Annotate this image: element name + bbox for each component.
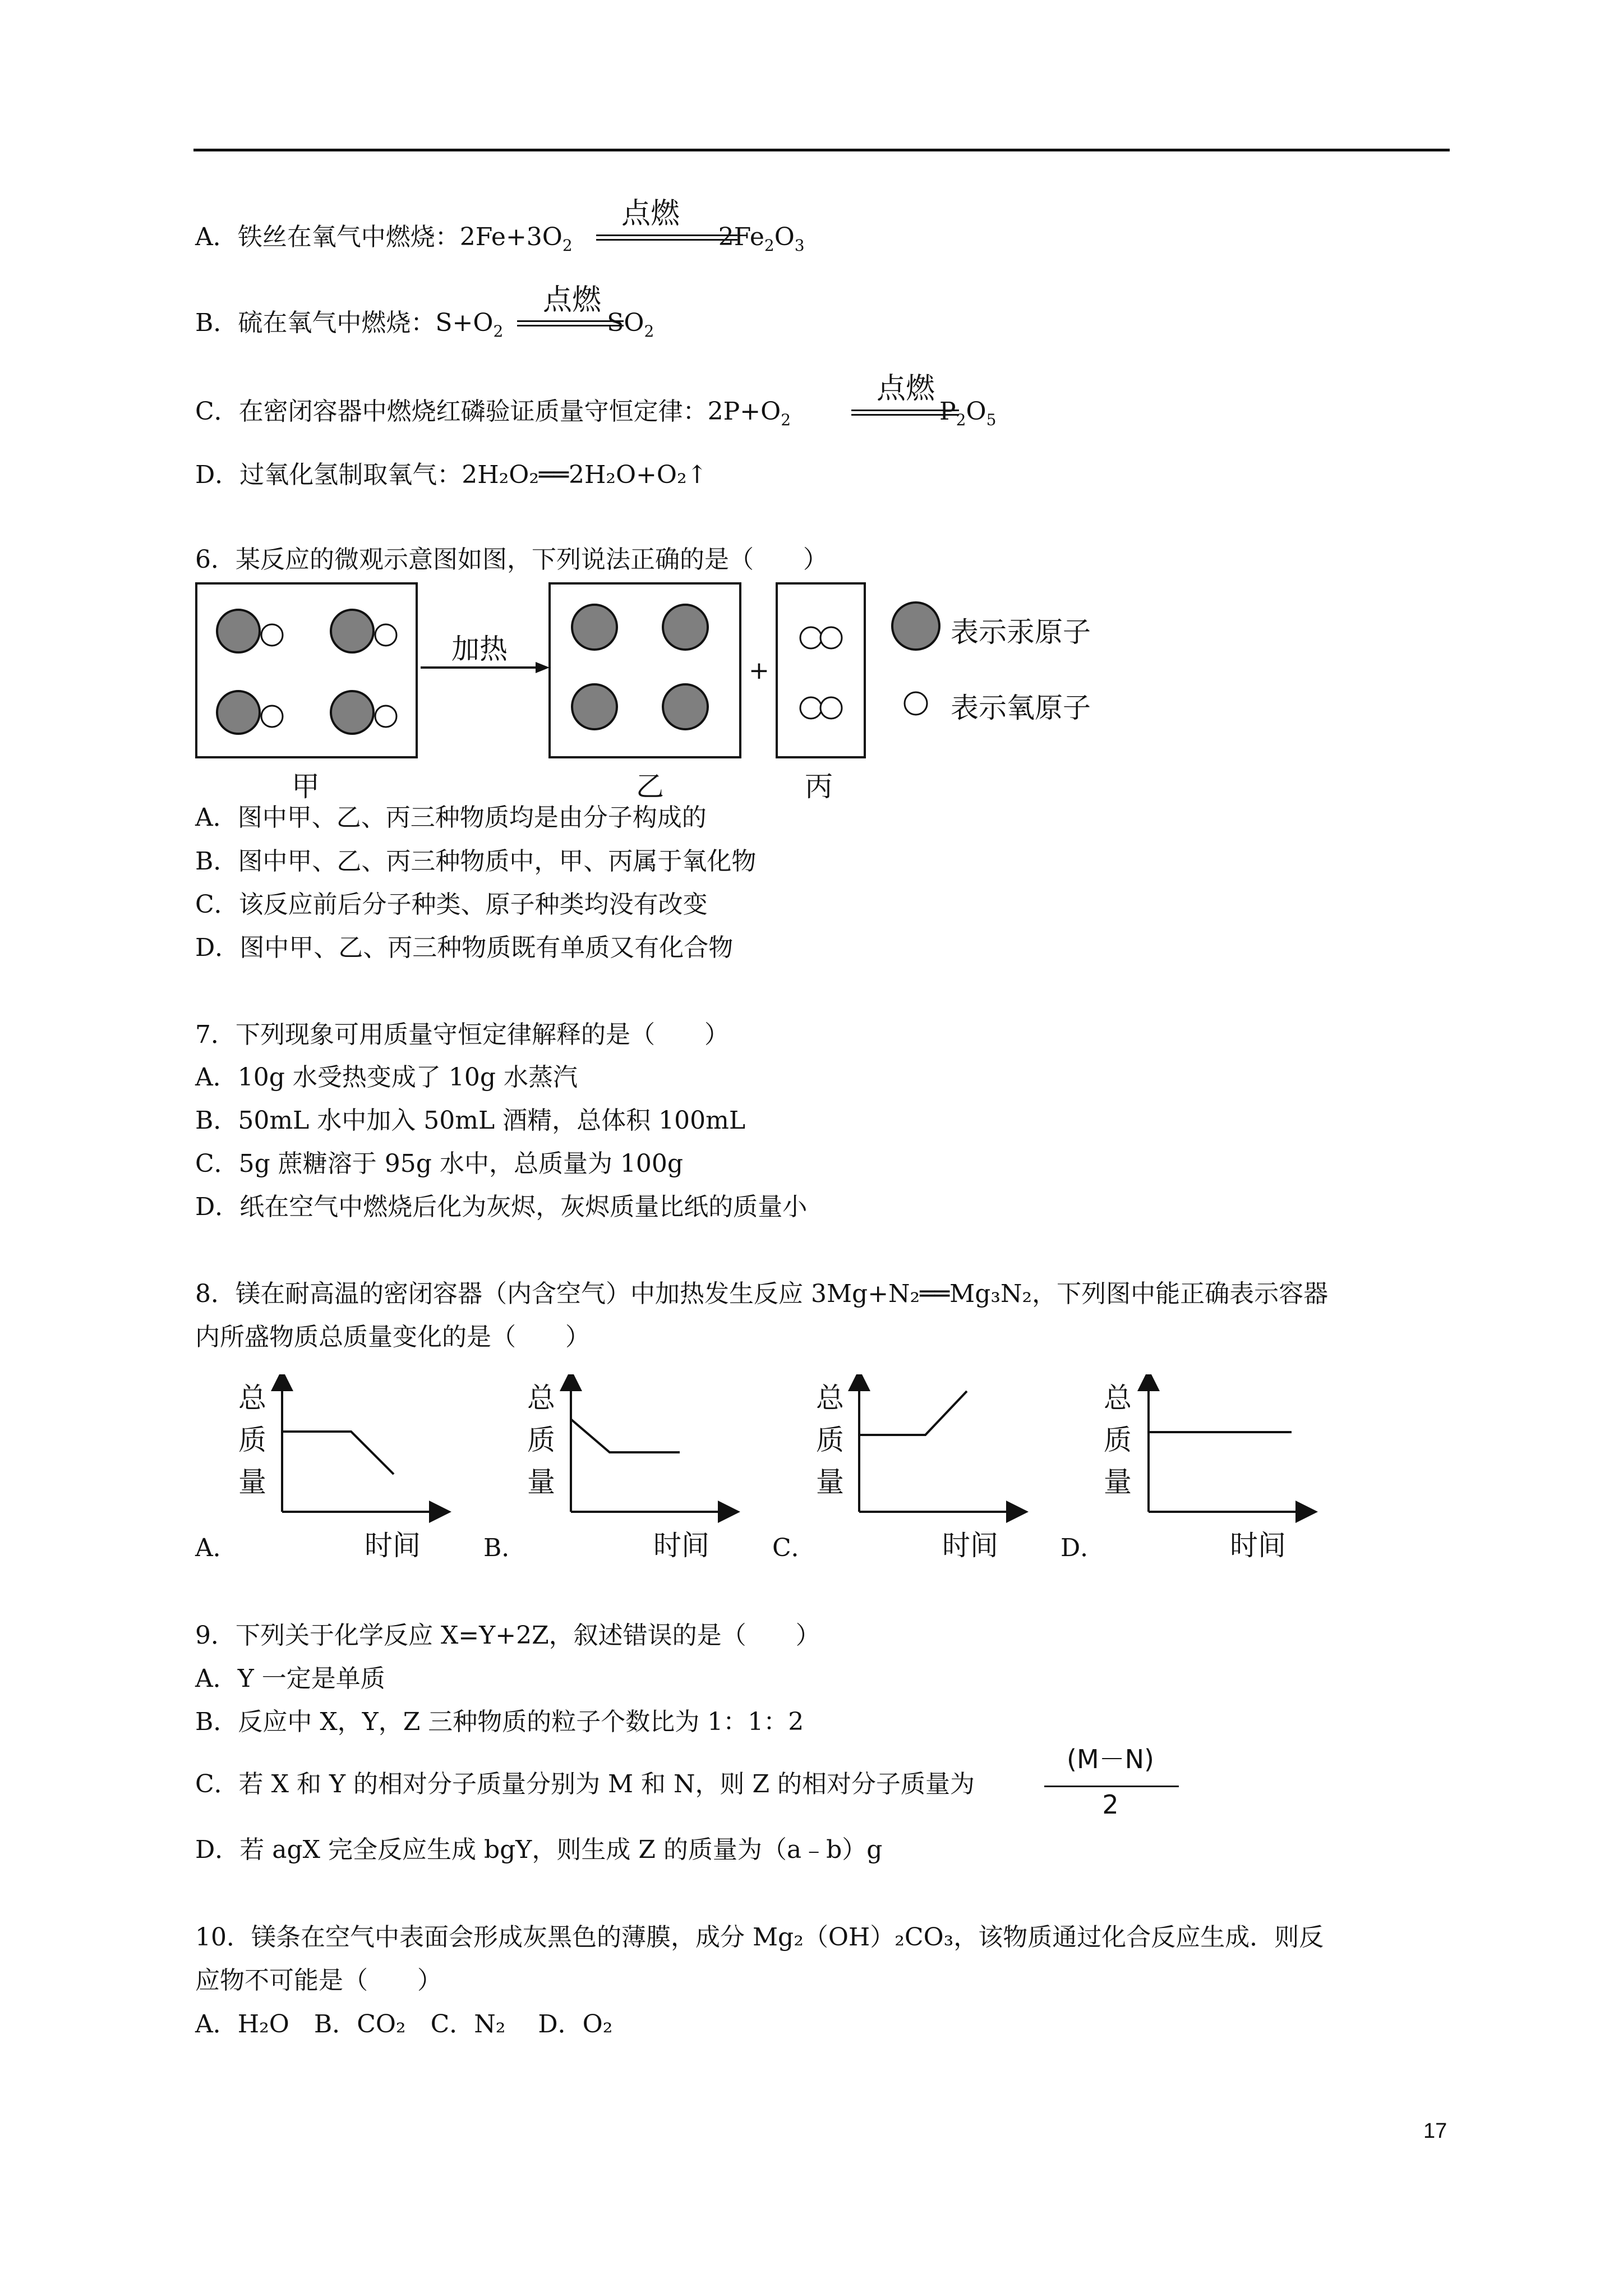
q9-stem: 9．下列关于化学反应 X=Y+2Z，叙述错误的是（ ） xyxy=(195,1621,820,1650)
q8-option-c-label: C． xyxy=(772,1534,816,1562)
hgo-molecule xyxy=(217,691,283,734)
graph-c xyxy=(859,1380,1017,1512)
legend-hg-label: 表示汞原子 xyxy=(951,616,1091,648)
x-axis-label-b: 时间 xyxy=(653,1529,709,1562)
hgo-molecules xyxy=(217,610,396,734)
legend-hg-atom xyxy=(892,602,939,650)
plus-sign: + xyxy=(749,656,769,685)
q8-option-d-label: D． xyxy=(1061,1534,1105,1562)
q5-option-a: A．铁丝在氧气中燃烧：$2Fe+3O_2$ $2Fe_2O_3$ xyxy=(195,223,805,255)
x-axis-label-d: 时间 xyxy=(1230,1529,1286,1562)
q5-option-b: B．硫在氧气中燃烧：$S+O_2$ $SO_2$ xyxy=(195,309,654,341)
fraction-numerator: (M－N) xyxy=(1067,1744,1154,1774)
q9-option-c: C．若 X 和 Y 的相对分子质量分别为 M 和 N，则 Z 的相对分子质量为 xyxy=(195,1770,975,1798)
q7-option-a: A．10g 水受热变成了 10g 水蒸汽 xyxy=(195,1063,578,1092)
q8-option-a-label: A． xyxy=(195,1534,238,1562)
graph-b xyxy=(571,1380,729,1512)
box-bing xyxy=(777,583,865,757)
legend-o-label: 表示氧原子 xyxy=(951,692,1091,724)
hg-atoms xyxy=(572,605,708,729)
label-yi: 乙 xyxy=(636,770,664,803)
y-axis-label-d: 总 质 量 xyxy=(1104,1382,1132,1498)
label-bing: 丙 xyxy=(805,770,833,803)
q7-option-d: D．纸在空气中燃烧后化为灰烬，灰烬质量比纸的质量小 xyxy=(195,1193,808,1221)
reaction-condition: 点燃 xyxy=(876,372,935,406)
hg-atom xyxy=(663,684,708,729)
q6-option-c: C．该反应前后分子种类、原子种类均没有改变 xyxy=(195,890,708,919)
reaction-condition: 点燃 xyxy=(621,197,680,231)
legend-o-atom xyxy=(905,692,927,715)
q10-stem-line1: 10．镁条在空气中表面会形成灰黑色的薄膜，成分 Mg₂（OH）₂CO₃，该物质通过化合反应生成．则反 xyxy=(195,1923,1324,1952)
hg-atom xyxy=(572,684,617,729)
q6-option-b: B．图中甲、乙、丙三种物质中，甲、丙属于氧化物 xyxy=(195,847,757,876)
q7-option-b: B．50mL 水中加入 50mL 酒精，总体积 100mL xyxy=(195,1106,746,1135)
hg-atom xyxy=(572,605,617,650)
x-axis-label-c: 时间 xyxy=(942,1529,998,1562)
q6-option-d: D．图中甲、乙、丙三种物质既有单质又有化合物 xyxy=(195,933,734,962)
graph-d xyxy=(1149,1380,1307,1512)
arrow-label: 加热 xyxy=(451,633,508,665)
page-number: 17 xyxy=(1423,2119,1447,2143)
fraction-denominator: 2 xyxy=(1102,1789,1119,1820)
q6-option-a: A．图中甲、乙、丙三种物质均是由分子构成的 xyxy=(195,803,707,832)
header-rule xyxy=(193,149,1450,151)
q10-options: A．H₂O B．CO₂ C．N₂ D．O₂ xyxy=(195,2010,613,2039)
q7-option-c: C．5g 蔗糖溶于 95g 水中，总质量为 100g xyxy=(195,1149,684,1178)
q8-option-b-label: B． xyxy=(483,1534,527,1562)
q9-option-a: A．Y 一定是单质 xyxy=(195,1664,385,1693)
q8-stem-line1: 8．镁在耐高温的密闭容器（内含空气）中加热发生反应 3Mg+N₂══Mg₃N₂，下列图中能正确表示容器 xyxy=(195,1280,1329,1308)
q8-stem-line2: 内所盛物质总质量变化的是（ ） xyxy=(195,1323,590,1351)
y-axis-label-b: 总 质 量 xyxy=(527,1382,555,1498)
hgo-molecule xyxy=(217,610,283,652)
graph-a xyxy=(282,1380,440,1512)
reaction-condition: 点燃 xyxy=(542,283,601,317)
box-yi xyxy=(550,583,740,757)
q9-option-b: B．反应中 X，Y，Z 三种物质的粒子个数比为 1：1：2 xyxy=(195,1708,804,1736)
reaction-equals-sign xyxy=(851,409,959,416)
y-axis-label-a: 总 质 量 xyxy=(238,1382,266,1498)
x-axis-label-a: 时间 xyxy=(365,1529,421,1562)
fraction-bar xyxy=(1044,1786,1179,1787)
hgo-molecule xyxy=(331,691,396,734)
hgo-molecule xyxy=(331,610,396,652)
q6-stem: 6．某反应的微观示意图如图，下列说法正确的是（ ） xyxy=(195,545,828,574)
q9-option-d: D．若 agX 完全反应生成 bgY，则生成 Z 的质量为（a﹣b）g xyxy=(195,1835,883,1864)
reaction-equals-sign xyxy=(596,234,737,241)
q7-stem: 7．下列现象可用质量守恒定律解释的是（ ） xyxy=(195,1020,729,1049)
hg-atom xyxy=(663,605,708,650)
label-jia: 甲 xyxy=(292,770,320,803)
q5-option-c: C．在密闭容器中燃烧红磷验证质量守恒定律：$2P+O_2$ $P_2O_5$ xyxy=(195,397,997,429)
q10-stem-line2: 应物不可能是（ ） xyxy=(195,1966,442,1995)
o2-molecules xyxy=(800,627,842,719)
q5-option-d: D．过氧化氢制取氧气：2H₂O₂══2H₂O+O₂↑ xyxy=(195,461,708,489)
y-axis-label-c: 总 质 量 xyxy=(816,1382,844,1498)
reaction-equals-sign xyxy=(517,320,624,326)
